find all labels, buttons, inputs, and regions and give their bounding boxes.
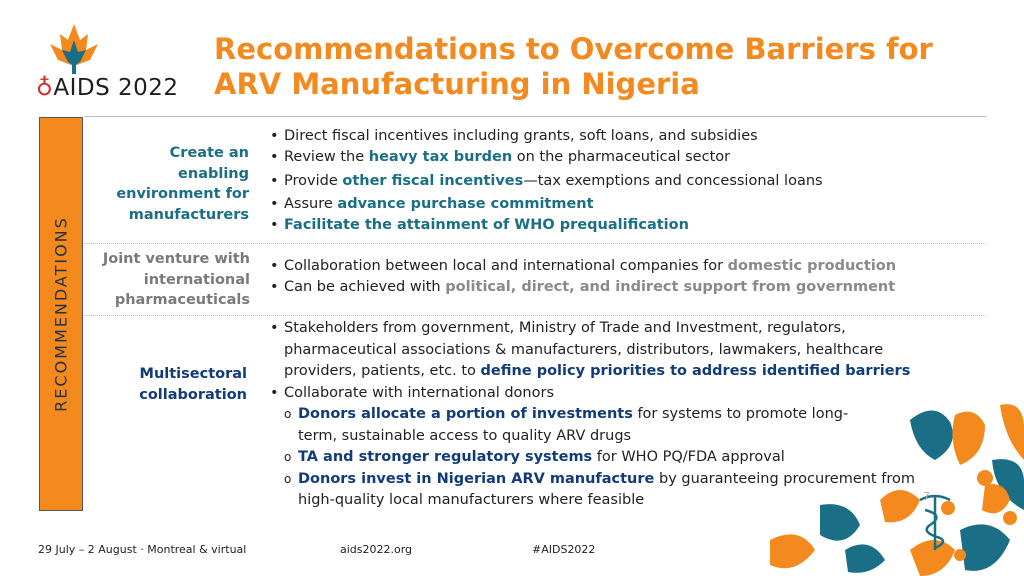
list-item bbox=[268, 126, 968, 147]
red-ribbon-icon: ♁ bbox=[36, 75, 54, 101]
list-item bbox=[268, 256, 968, 277]
sub-bullet-marker: o bbox=[284, 407, 292, 421]
item-text: Provide bbox=[284, 173, 343, 189]
sub-bullet-marker: o bbox=[284, 450, 292, 464]
list-item bbox=[268, 171, 968, 192]
title-divider bbox=[84, 116, 986, 117]
item-highlight: Facilitate the attainment of WHO prequalification bbox=[284, 217, 689, 233]
item-highlight: domestic production bbox=[727, 258, 897, 274]
list-item bbox=[268, 147, 968, 168]
logo-wordmark bbox=[36, 75, 179, 101]
item-highlight: define policy priorities to address identified barriers bbox=[480, 363, 911, 379]
item-highlight: other fiscal incentives bbox=[342, 173, 524, 189]
sub-bullet-marker: o bbox=[284, 471, 292, 486]
item-text: Direct fiscal incentives including grants, soft loans, and subsidies bbox=[284, 128, 758, 144]
footer-hashtag: #AIDS2022 bbox=[532, 543, 596, 556]
item-text: Can be achieved with bbox=[284, 279, 446, 295]
item-text: by guaranteeing procurement from high-quality local manufacturers where feasible bbox=[298, 470, 915, 508]
row-divider bbox=[84, 315, 986, 316]
row-items-enabling-environment bbox=[268, 126, 968, 236]
footer-dates: 29 July – 2 August · Montreal & virtual bbox=[38, 543, 247, 556]
page-number: 7 bbox=[923, 490, 930, 503]
item-text: Assure bbox=[284, 196, 338, 212]
list-item bbox=[268, 215, 968, 236]
item-highlight: heavy tax burden bbox=[368, 149, 513, 165]
item-text: Review the bbox=[284, 149, 369, 165]
item-text: Stakeholders from government, Ministry of Trade and Investment, regulators, pharmaceutical associations & manufacturers, distributors, lawmakers, healthcare providers, patients, etc. to bbox=[284, 320, 884, 379]
item-text: Collaboration between local and international companies for bbox=[284, 258, 728, 274]
item-highlight: Donors invest in Nigerian ARV manufacture bbox=[298, 470, 655, 487]
decorative-leaves-icon bbox=[770, 404, 1024, 576]
item-highlight: advance purchase commitment bbox=[337, 196, 594, 212]
item-text: Collaborate with international donors bbox=[284, 384, 555, 401]
row-heading-enabling-environment: Create an enabling environment for manufacturers bbox=[116, 145, 249, 223]
item-text: —tax exemptions and concessional loans bbox=[523, 173, 823, 189]
item-highlight: Donors allocate a portion of investments bbox=[298, 406, 633, 422]
decorative-corner-graphic bbox=[760, 400, 1024, 576]
maple-leaf-icon bbox=[50, 24, 98, 74]
row-heading-joint-venture: Joint venture with international pharmaceuticals bbox=[102, 251, 250, 308]
list-item bbox=[268, 277, 968, 298]
sidebar-label: RECOMMENDATIONS bbox=[51, 216, 71, 412]
row-divider bbox=[84, 243, 986, 244]
footer-url[interactable]: aids2022.org bbox=[340, 543, 413, 556]
page-title: Recommendations to Overcome Barriers for ARV Manufacturing in Nigeria bbox=[214, 32, 933, 101]
item-text: for systems to promote long-term, sustainable access to quality ARV drugs bbox=[298, 406, 849, 444]
list-item bbox=[268, 194, 968, 215]
item-highlight: TA and stronger regulatory systems bbox=[298, 449, 593, 465]
item-text: for WHO PQ/FDA approval bbox=[592, 449, 785, 465]
item-text: on the pharmaceutical sector bbox=[512, 149, 731, 165]
logo-text: AIDS 2022 bbox=[53, 75, 179, 101]
item-highlight: political, direct, and indirect support from government bbox=[445, 279, 896, 295]
recommendations-sidebar bbox=[39, 117, 83, 511]
row-items-joint-venture bbox=[268, 256, 968, 298]
list-item bbox=[268, 318, 933, 383]
row-heading-multisectoral: Multisectoral collaboration bbox=[139, 366, 247, 403]
